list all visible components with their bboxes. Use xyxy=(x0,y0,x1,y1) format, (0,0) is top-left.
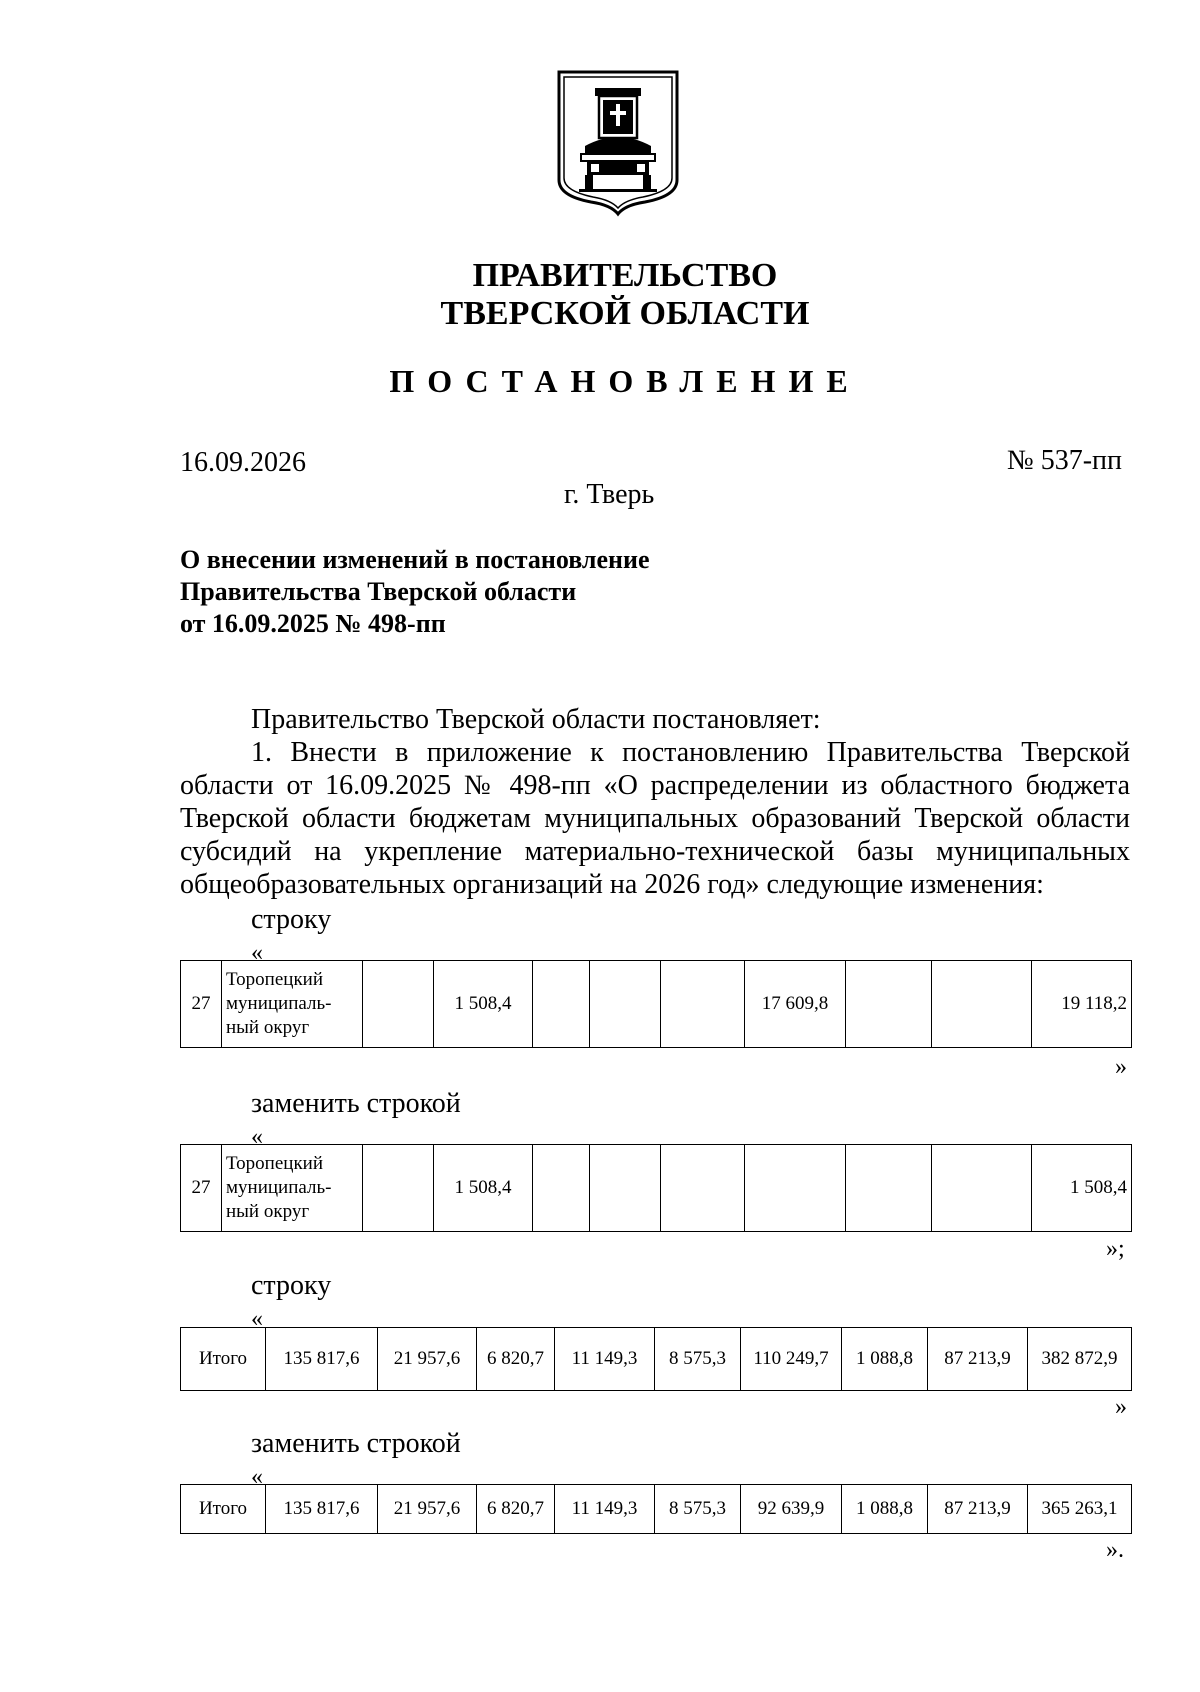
document-type: ПОСТАНОВЛЕНИЕ xyxy=(389,363,861,399)
table-cell: 135 817,6 xyxy=(266,1328,378,1391)
table-cell xyxy=(363,961,434,1048)
table-cell: 17 609,8 xyxy=(745,961,846,1048)
table-cell xyxy=(661,1145,745,1232)
table-row xyxy=(181,1145,1132,1232)
table-row27-new xyxy=(180,1144,1132,1232)
item-1-line: Тверской области бюджетам муниципальных образований Тверской области xyxy=(180,803,1130,834)
table-cell: 110 249,7 xyxy=(741,1328,842,1391)
tver-coat-of-arms-icon xyxy=(555,68,681,218)
table-cell: 11 149,3 xyxy=(555,1485,655,1534)
table-cell: 135 817,6 xyxy=(266,1485,378,1534)
table-cell: 365 263,1 xyxy=(1028,1485,1132,1534)
table-total-old xyxy=(180,1327,1132,1391)
close-quote: » xyxy=(1115,1394,1127,1420)
row-number: 27 xyxy=(181,1145,222,1232)
row-number: 27 xyxy=(181,961,222,1048)
intro-paragraph: Правительство Тверской области постановляет: xyxy=(251,704,821,735)
subject-line: О внесении изменений в постановление xyxy=(180,545,650,574)
table-cell: 1 508,4 xyxy=(434,961,533,1048)
table-cell: 21 957,6 xyxy=(378,1485,477,1534)
open-quote: « xyxy=(251,940,263,966)
table-cell: 19 118,2 xyxy=(1032,961,1132,1048)
document-city: г. Тверь xyxy=(564,479,655,510)
table-cell: 11 149,3 xyxy=(555,1328,655,1391)
open-quote: « xyxy=(251,1124,263,1150)
table-cell xyxy=(846,961,932,1048)
total-label: Итого xyxy=(181,1328,266,1391)
table-cell: 87 213,9 xyxy=(928,1328,1028,1391)
table-cell xyxy=(590,1145,661,1232)
close-quote: » xyxy=(1115,1054,1127,1080)
item-1-line: общеобразовательных организаций на 2026 год» следующие изменения: xyxy=(180,869,1044,900)
open-quote: « xyxy=(251,1306,263,1332)
name-line: муниципаль- xyxy=(226,1177,332,1198)
document-number: № 537-пп xyxy=(1006,445,1122,476)
table-cell: 92 639,9 xyxy=(741,1485,842,1534)
table-row27-old xyxy=(180,960,1132,1048)
name-line: Торопецкий xyxy=(226,1153,324,1174)
table-cell: 1 088,8 xyxy=(842,1485,928,1534)
table-total-new xyxy=(180,1484,1132,1534)
table-cell: 8 575,3 xyxy=(655,1485,741,1534)
item-1-paragraph xyxy=(180,736,1130,901)
total-label: Итого xyxy=(181,1485,266,1534)
table-cell: 8 575,3 xyxy=(655,1328,741,1391)
document-date: 16.09.2026 xyxy=(180,447,306,478)
government-name-line1: ПРАВИТЕЛЬСТВО xyxy=(472,257,778,294)
name-line: муниципаль- xyxy=(226,993,332,1014)
table-cell xyxy=(932,961,1032,1048)
table-cell: 6 820,7 xyxy=(477,1485,555,1534)
item-1-line: субсидий на укрепление материально-технической базы муниципальных xyxy=(180,836,1130,867)
table-cell xyxy=(590,961,661,1048)
municipality-name xyxy=(222,1145,363,1232)
item-1-line: 1. Внести в приложение к постановлению Правительства Тверской xyxy=(251,737,1130,768)
label-line: строку xyxy=(251,904,332,935)
table-cell xyxy=(533,1145,590,1232)
table-row xyxy=(181,1485,1132,1534)
government-name-line2: ТВЕРСКОЙ ОБЛАСТИ xyxy=(440,295,810,332)
table-cell: 6 820,7 xyxy=(477,1328,555,1391)
open-quote: « xyxy=(251,1464,263,1490)
table-row xyxy=(181,961,1132,1048)
subject-line: Правительства Тверской области xyxy=(180,577,577,606)
table-cell xyxy=(661,961,745,1048)
table-cell xyxy=(363,1145,434,1232)
table-cell: 1 088,8 xyxy=(842,1328,928,1391)
close-quote-period: ». xyxy=(1106,1537,1124,1563)
close-quote-semicolon: »; xyxy=(1106,1236,1125,1262)
municipality-name xyxy=(222,961,363,1048)
table-cell xyxy=(932,1145,1032,1232)
name-line: ный округ xyxy=(226,1017,310,1038)
table-cell: 21 957,6 xyxy=(378,1328,477,1391)
table-cell: 382 872,9 xyxy=(1028,1328,1132,1391)
name-line: Торопецкий xyxy=(226,969,324,990)
label-replace: заменить строкой xyxy=(251,1088,461,1119)
label-replace: заменить строкой xyxy=(251,1428,461,1459)
table-cell xyxy=(533,961,590,1048)
table-cell: 1 508,4 xyxy=(1032,1145,1132,1232)
table-cell: 87 213,9 xyxy=(928,1485,1028,1534)
table-cell xyxy=(745,1145,846,1232)
label-line: строку xyxy=(251,1270,332,1301)
table-row xyxy=(181,1328,1132,1391)
table-cell: 1 508,4 xyxy=(434,1145,533,1232)
name-line: ный округ xyxy=(226,1201,310,1222)
document-subject xyxy=(180,544,650,640)
table-cell xyxy=(846,1145,932,1232)
subject-line: от 16.09.2025 № 498-пп xyxy=(180,609,446,638)
item-1-line: области от 16.09.2025 № 498-пп «О распределении из областного бюджета xyxy=(180,770,1130,801)
